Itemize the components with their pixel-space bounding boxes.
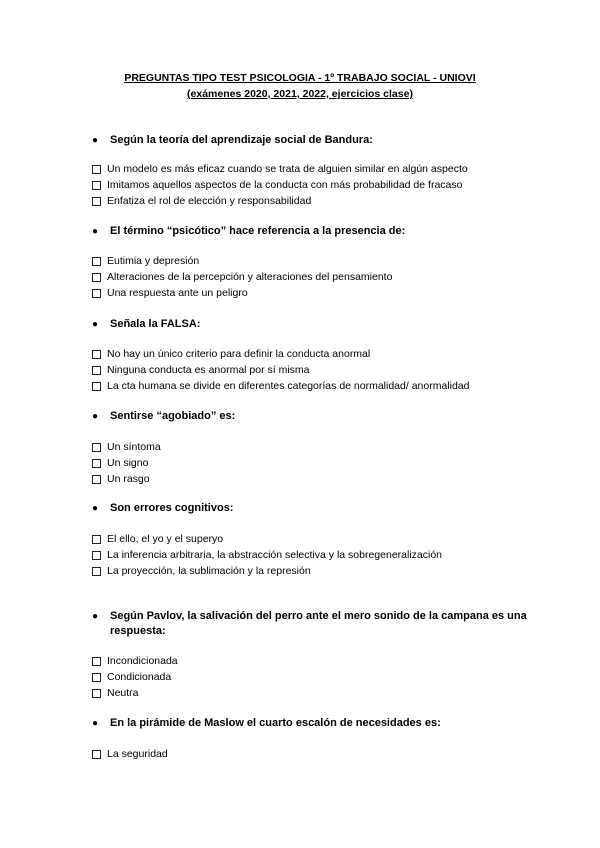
option-checkbox[interactable] [92,347,370,361]
option-checkbox[interactable] [92,532,223,546]
option-checkbox[interactable] [92,194,311,208]
option-checkbox[interactable] [92,178,462,192]
checkbox-icon[interactable] [92,273,101,282]
option-checkbox[interactable] [92,286,248,300]
option-label: Un síntoma [107,441,161,453]
bullet-icon: ● [92,611,99,622]
bullet-icon: ● [92,718,99,729]
option-checkbox[interactable] [92,654,178,668]
checkbox-icon[interactable] [92,257,101,266]
document-title: PREGUNTAS TIPO TEST PSICOLOGIA - 1º TRABAJO SOCIAL - UNIOVI [124,72,476,84]
checkbox-icon[interactable] [92,289,101,298]
checkbox-icon[interactable] [92,165,101,174]
checkbox-icon[interactable] [92,567,101,576]
question-text: El término “psicótico” hace referencia a la presencia de: [110,225,406,237]
checkbox-icon[interactable] [92,382,101,391]
checkbox-icon[interactable] [92,350,101,359]
question-text: En la pirámide de Maslow el cuarto escalón de necesidades es: [110,717,441,729]
option-label: La proyección, la sublimación y la represión [107,565,311,577]
option-checkbox[interactable] [92,270,392,284]
option-label: Incondicionada [107,655,178,667]
option-label: Eutimia y depresión [107,255,200,267]
option-checkbox[interactable] [92,162,468,176]
checkbox-icon[interactable] [92,551,101,560]
option-label: Condicionada [107,671,172,683]
option-checkbox[interactable] [92,254,199,268]
option-checkbox[interactable] [92,456,148,470]
question-text: Señala la FALSA: [110,318,201,330]
question-text: Sentirse “agobiado” es: [110,410,236,422]
option-checkbox[interactable] [92,747,168,761]
option-checkbox[interactable] [92,564,311,578]
option-label: No hay un único criterio para definir la conducta anormal [107,348,371,360]
option-label: Un rasgo [107,473,150,485]
bullet-icon: ● [92,135,99,146]
option-label: Una respuesta ante un peligro [107,287,248,299]
checkbox-icon[interactable] [92,181,101,190]
question-text: Son errores cognitivos: [110,502,234,514]
checkbox-icon[interactable] [92,657,101,666]
checkbox-icon[interactable] [92,750,101,759]
option-label: Un signo [107,457,149,469]
option-label: Alteraciones de la percepción y alteraciones del pensamiento [107,271,393,283]
bullet-icon: ● [92,319,99,330]
option-checkbox[interactable] [92,440,161,454]
option-label: Imitamos aquellos aspectos de la conducta con más probabilidad de fracaso [107,179,463,191]
option-label: La inferencia arbitraria, la abstracción selectiva y la sobregeneralización [107,549,443,561]
bullet-icon: ● [92,503,99,514]
bullet-icon: ● [92,226,99,237]
option-label: La cta humana se divide en diferentes categorías de normalidad/ anormalidad [107,380,470,392]
option-checkbox[interactable] [92,363,310,377]
checkbox-icon[interactable] [92,459,101,468]
option-label: Neutra [107,687,139,699]
checkbox-icon[interactable] [92,475,101,484]
option-label: El ello, el yo y el superyo [107,533,224,545]
option-checkbox[interactable] [92,472,150,486]
document-subtitle: (exámenes 2020, 2021, 2022, ejercicios clase) [187,88,413,100]
option-label: Enfatiza el rol de elección y responsabilidad [107,195,312,207]
question-text: Según la teoría del aprendizaje social de Bandura: [110,134,373,146]
option-label: Ninguna conducta es anormal por sí misma [107,364,310,376]
checkbox-icon[interactable] [92,689,101,698]
checkbox-icon[interactable] [92,197,101,206]
bullet-icon: ● [92,411,99,422]
checkbox-icon[interactable] [92,366,101,375]
checkbox-icon[interactable] [92,673,101,682]
question-text: Según Pavlov, la salivación del perro ante el mero sonido de la campana es una respuesta: [110,610,527,637]
option-checkbox[interactable] [92,548,442,562]
option-checkbox[interactable] [92,670,171,684]
option-label: Un modelo es más eficaz cuando se trata de alguien similar en algún aspecto [107,163,468,175]
option-checkbox[interactable] [92,379,469,393]
checkbox-icon[interactable] [92,443,101,452]
option-label: La seguridad [107,748,168,760]
option-checkbox[interactable] [92,686,139,700]
checkbox-icon[interactable] [92,535,101,544]
